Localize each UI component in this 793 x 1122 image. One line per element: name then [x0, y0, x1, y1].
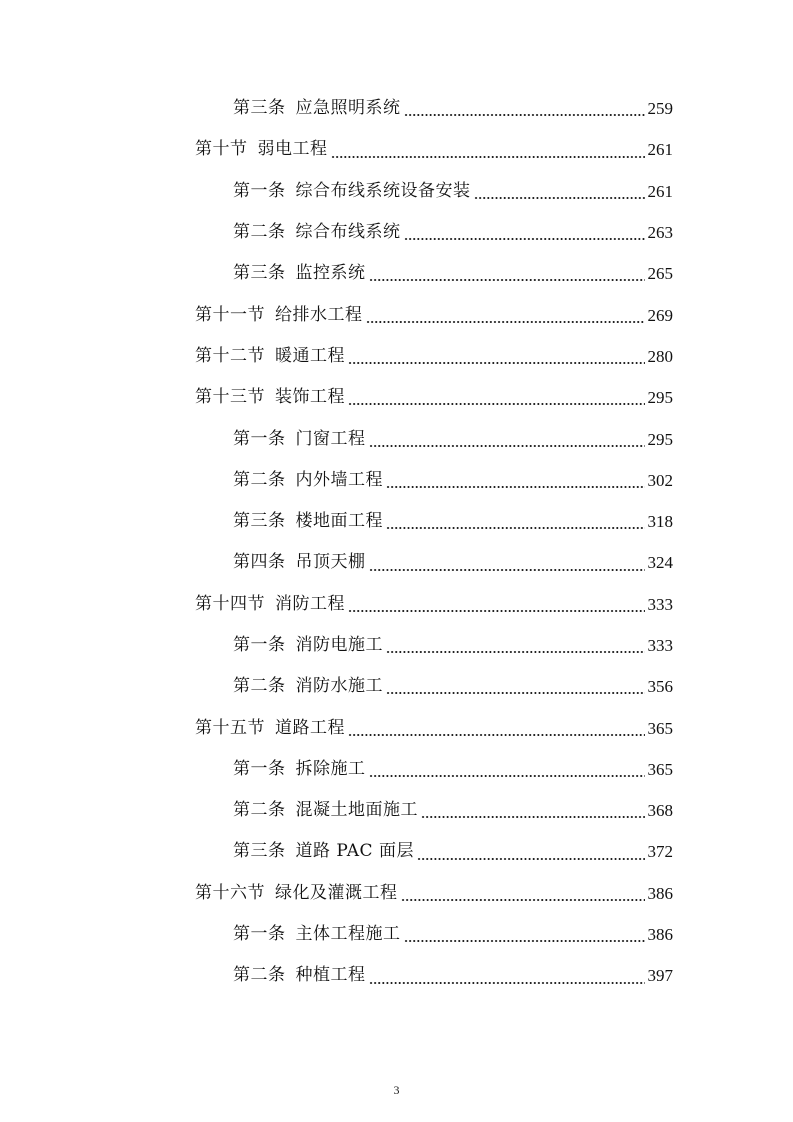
- toc-entry-page: 265: [647, 264, 673, 284]
- toc-entry-label: 第四条: [233, 552, 286, 573]
- toc-entry-page: 356: [647, 677, 673, 697]
- dot-leader: [474, 197, 645, 199]
- toc-entry-label: 第十六节: [195, 882, 265, 903]
- toc-entry-page: 269: [647, 305, 673, 325]
- toc-entry-title: 门窗工程: [295, 428, 366, 449]
- toc-entry-title: 楼地面工程: [295, 511, 383, 532]
- toc-article-entry[interactable]: [0, 914, 673, 955]
- dot-leader: [417, 858, 645, 860]
- toc-entry-title: 主体工程施工: [295, 924, 401, 945]
- toc-entry-title: 消防水施工: [295, 676, 383, 697]
- toc-entry-title: 给排水工程: [275, 304, 363, 325]
- dot-leader: [369, 445, 645, 447]
- toc-entry-title: 吊顶天棚: [295, 552, 366, 573]
- toc-entry-title: 监控系统: [295, 263, 366, 284]
- toc-section-entry[interactable]: [0, 336, 673, 377]
- toc-entry-page: 295: [647, 429, 673, 449]
- dot-leader: [369, 279, 645, 281]
- toc-section-entry[interactable]: [0, 873, 673, 914]
- toc-article-entry[interactable]: [0, 253, 673, 294]
- toc-article-entry[interactable]: [0, 212, 673, 253]
- dot-leader: [369, 569, 645, 571]
- toc-entry-title: 应急照明系统: [295, 98, 401, 119]
- dot-leader: [401, 899, 645, 901]
- dot-leader: [386, 651, 645, 653]
- toc-entry-page: 302: [647, 470, 673, 490]
- toc-entry-label: 第十节: [195, 139, 248, 160]
- toc-entry-page: 365: [647, 759, 673, 779]
- dot-leader: [404, 940, 645, 942]
- toc-section-entry[interactable]: [0, 584, 673, 625]
- toc-entry-page: 397: [647, 966, 673, 986]
- dot-leader: [404, 238, 645, 240]
- toc-entry-title: 种植工程: [295, 965, 366, 986]
- toc-entry-title: 装饰工程: [275, 387, 345, 408]
- table-of-contents: [0, 88, 793, 997]
- toc-entry-title: 拆除施工: [295, 758, 366, 779]
- toc-section-entry[interactable]: [0, 707, 673, 748]
- toc-entry-label: 第二条: [233, 676, 286, 697]
- toc-entry-label: 第二条: [233, 965, 286, 986]
- dot-leader: [386, 527, 645, 529]
- toc-entry-label: 第二条: [233, 469, 286, 490]
- toc-article-entry[interactable]: [0, 749, 673, 790]
- toc-entry-page: 318: [647, 512, 673, 532]
- toc-entry-title: 综合布线系统: [295, 222, 401, 243]
- dot-leader: [386, 692, 645, 694]
- toc-entry-title: 消防工程: [275, 593, 345, 614]
- toc-entry-label: 第十五节: [195, 717, 265, 738]
- toc-article-entry[interactable]: [0, 955, 673, 996]
- toc-entry-page: 333: [647, 594, 673, 614]
- toc-entry-title: 暖通工程: [275, 345, 345, 366]
- toc-entry-label: 第一条: [233, 428, 286, 449]
- toc-entry-label: 第十一节: [195, 304, 265, 325]
- dot-leader: [366, 321, 645, 323]
- toc-entry-page: 324: [647, 553, 673, 573]
- toc-article-entry[interactable]: [0, 666, 673, 707]
- dot-leader: [421, 816, 645, 818]
- dot-leader: [404, 114, 645, 116]
- toc-entry-page: 295: [647, 388, 673, 408]
- toc-entry-page: 259: [647, 99, 673, 119]
- toc-entry-page: 333: [647, 636, 673, 655]
- toc-section-entry[interactable]: [0, 129, 673, 170]
- toc-entry-label: 第三条: [233, 841, 286, 862]
- dot-leader: [369, 982, 645, 984]
- toc-entry-label: 第一条: [233, 180, 286, 201]
- toc-article-entry[interactable]: [0, 625, 673, 666]
- dot-leader: [348, 610, 645, 612]
- toc-entry-label: 第一条: [233, 758, 286, 779]
- toc-entry-page: 261: [647, 140, 673, 160]
- toc-entry-label: 第三条: [233, 511, 286, 532]
- toc-entry-page: 368: [647, 801, 673, 821]
- toc-article-entry[interactable]: [0, 171, 673, 212]
- toc-entry-label: 第十四节: [195, 593, 265, 614]
- toc-article-entry[interactable]: [0, 790, 673, 831]
- toc-entry-label: 第二条: [233, 800, 286, 821]
- toc-article-entry[interactable]: [0, 831, 673, 872]
- toc-article-entry[interactable]: [0, 501, 673, 542]
- toc-entry-page: 386: [647, 925, 673, 945]
- toc-entry-label: 第十二节: [195, 345, 265, 366]
- toc-entry-title: 综合布线系统设备安装: [295, 180, 471, 201]
- toc-entry-title: 弱电工程: [257, 139, 328, 160]
- toc-section-entry[interactable]: [0, 294, 673, 335]
- toc-entry-title: 道路 PAC 面层: [295, 841, 414, 862]
- toc-entry-label: 第一条: [233, 635, 286, 655]
- toc-entry-title: 内外墙工程: [295, 469, 383, 490]
- toc-entry-label: 第二条: [233, 222, 286, 243]
- toc-entry-label: 第三条: [233, 98, 286, 119]
- toc-entry-label: 第一条: [233, 924, 286, 945]
- dot-leader: [348, 734, 645, 736]
- toc-entry-title: 混凝土地面施工: [295, 800, 418, 821]
- toc-article-entry[interactable]: [0, 88, 673, 129]
- toc-entry-page: 280: [647, 346, 673, 366]
- toc-entry-title: 绿化及灌溉工程: [275, 882, 398, 903]
- toc-entry-label: 第三条: [233, 263, 286, 284]
- dot-leader: [369, 775, 645, 777]
- toc-entry-label: 第十三节: [195, 387, 265, 408]
- toc-entry-page: 365: [647, 718, 673, 738]
- toc-article-entry[interactable]: [0, 460, 673, 501]
- toc-entry-title: 道路工程: [275, 717, 345, 738]
- toc-article-entry[interactable]: [0, 418, 673, 459]
- page-number: 3: [393, 1083, 400, 1097]
- toc-entry-page: 261: [647, 181, 673, 201]
- dot-leader: [386, 486, 645, 488]
- toc-entry-page: 263: [647, 223, 673, 243]
- dot-leader: [348, 403, 645, 405]
- toc-article-entry[interactable]: [0, 542, 673, 583]
- toc-entry-page: 386: [647, 883, 673, 903]
- toc-entry-title: 消防电施工: [295, 635, 383, 655]
- dot-leader: [348, 362, 645, 364]
- toc-section-entry[interactable]: [0, 377, 673, 418]
- dot-leader: [331, 156, 645, 158]
- toc-entry-page: 372: [647, 842, 673, 862]
